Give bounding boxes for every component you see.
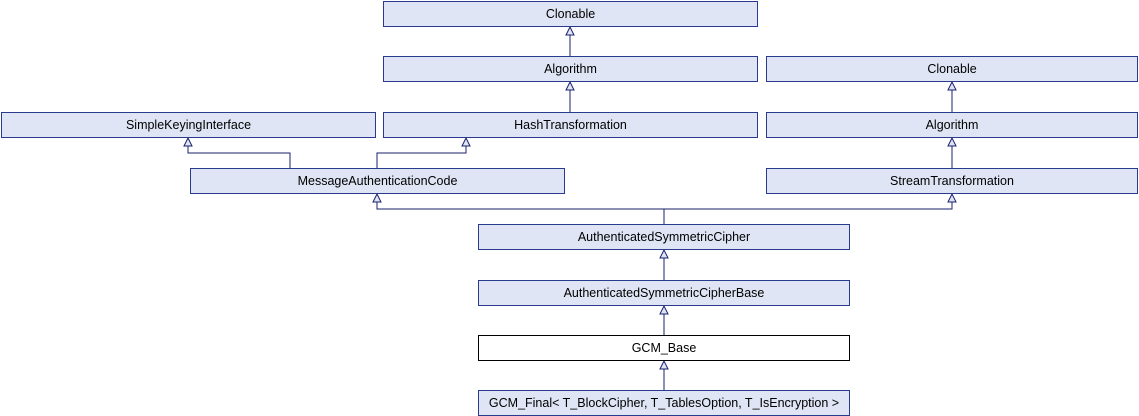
node-algorithm-right[interactable] xyxy=(766,112,1138,138)
node-label: AuthenticatedSymmetricCipherBase xyxy=(563,285,765,300)
arrowhead-algorithm-to-clonable xyxy=(566,27,574,35)
node-label: GCM_Base xyxy=(631,340,697,355)
node-label: GCM_Final< T_BlockCipher, T_TablesOption, T_IsEncryption > xyxy=(488,395,840,410)
node-hash-transformation[interactable] xyxy=(383,112,758,138)
node-simple-keying-interface[interactable] xyxy=(1,112,376,138)
node-label: HashTransformation xyxy=(514,117,627,132)
edge-mac-to-hashtransformation xyxy=(377,145,466,168)
node-authenticated-symmetric-cipher-base[interactable] xyxy=(478,280,850,306)
edge-asc-to-mac xyxy=(377,201,664,224)
node-stream-transformation[interactable] xyxy=(766,168,1138,194)
node-message-authentication-code[interactable] xyxy=(190,168,565,194)
arrowhead-asc-to-mac xyxy=(373,194,381,202)
node-label: Clonable xyxy=(927,61,977,76)
node-label: Algorithm xyxy=(544,61,597,76)
node-gcm-base[interactable] xyxy=(478,335,850,361)
node-label: AuthenticatedSymmetricCipher xyxy=(577,229,751,244)
node-authenticated-symmetric-cipher[interactable] xyxy=(478,224,850,250)
arrowhead-mac-to-simplekeying xyxy=(184,138,192,146)
node-label: SimpleKeyingInterface xyxy=(125,117,252,132)
edge-asc-to-streamtransformation xyxy=(664,201,952,209)
arrowhead-asc-to-streamtransformation xyxy=(948,194,956,202)
node-gcm-final[interactable] xyxy=(478,390,850,416)
node-algorithm-left[interactable] xyxy=(383,56,758,82)
node-label: Clonable xyxy=(545,6,596,21)
arrowhead-gcmbase-to-ascbase xyxy=(660,306,668,314)
edge-mac-to-simplekeying xyxy=(188,145,290,168)
node-clonable-top[interactable] xyxy=(383,1,758,27)
arrowhead-ascbase-to-asc xyxy=(660,250,668,258)
node-clonable-right[interactable] xyxy=(766,56,1138,82)
arrowhead-mac-to-hashtransformation xyxy=(462,138,470,146)
arrowhead-gcmfinal-to-gcmbase xyxy=(660,361,668,369)
node-label: StreamTransformation xyxy=(890,173,1014,188)
arrowhead-streamtransformation-to-algorithmright xyxy=(948,138,956,146)
node-label: MessageAuthenticationCode xyxy=(297,173,458,188)
arrowhead-hashtransformation-to-algorithm xyxy=(566,82,574,90)
arrowhead-algorithmright-to-clonableright xyxy=(948,82,956,90)
node-label: Algorithm xyxy=(925,117,979,132)
